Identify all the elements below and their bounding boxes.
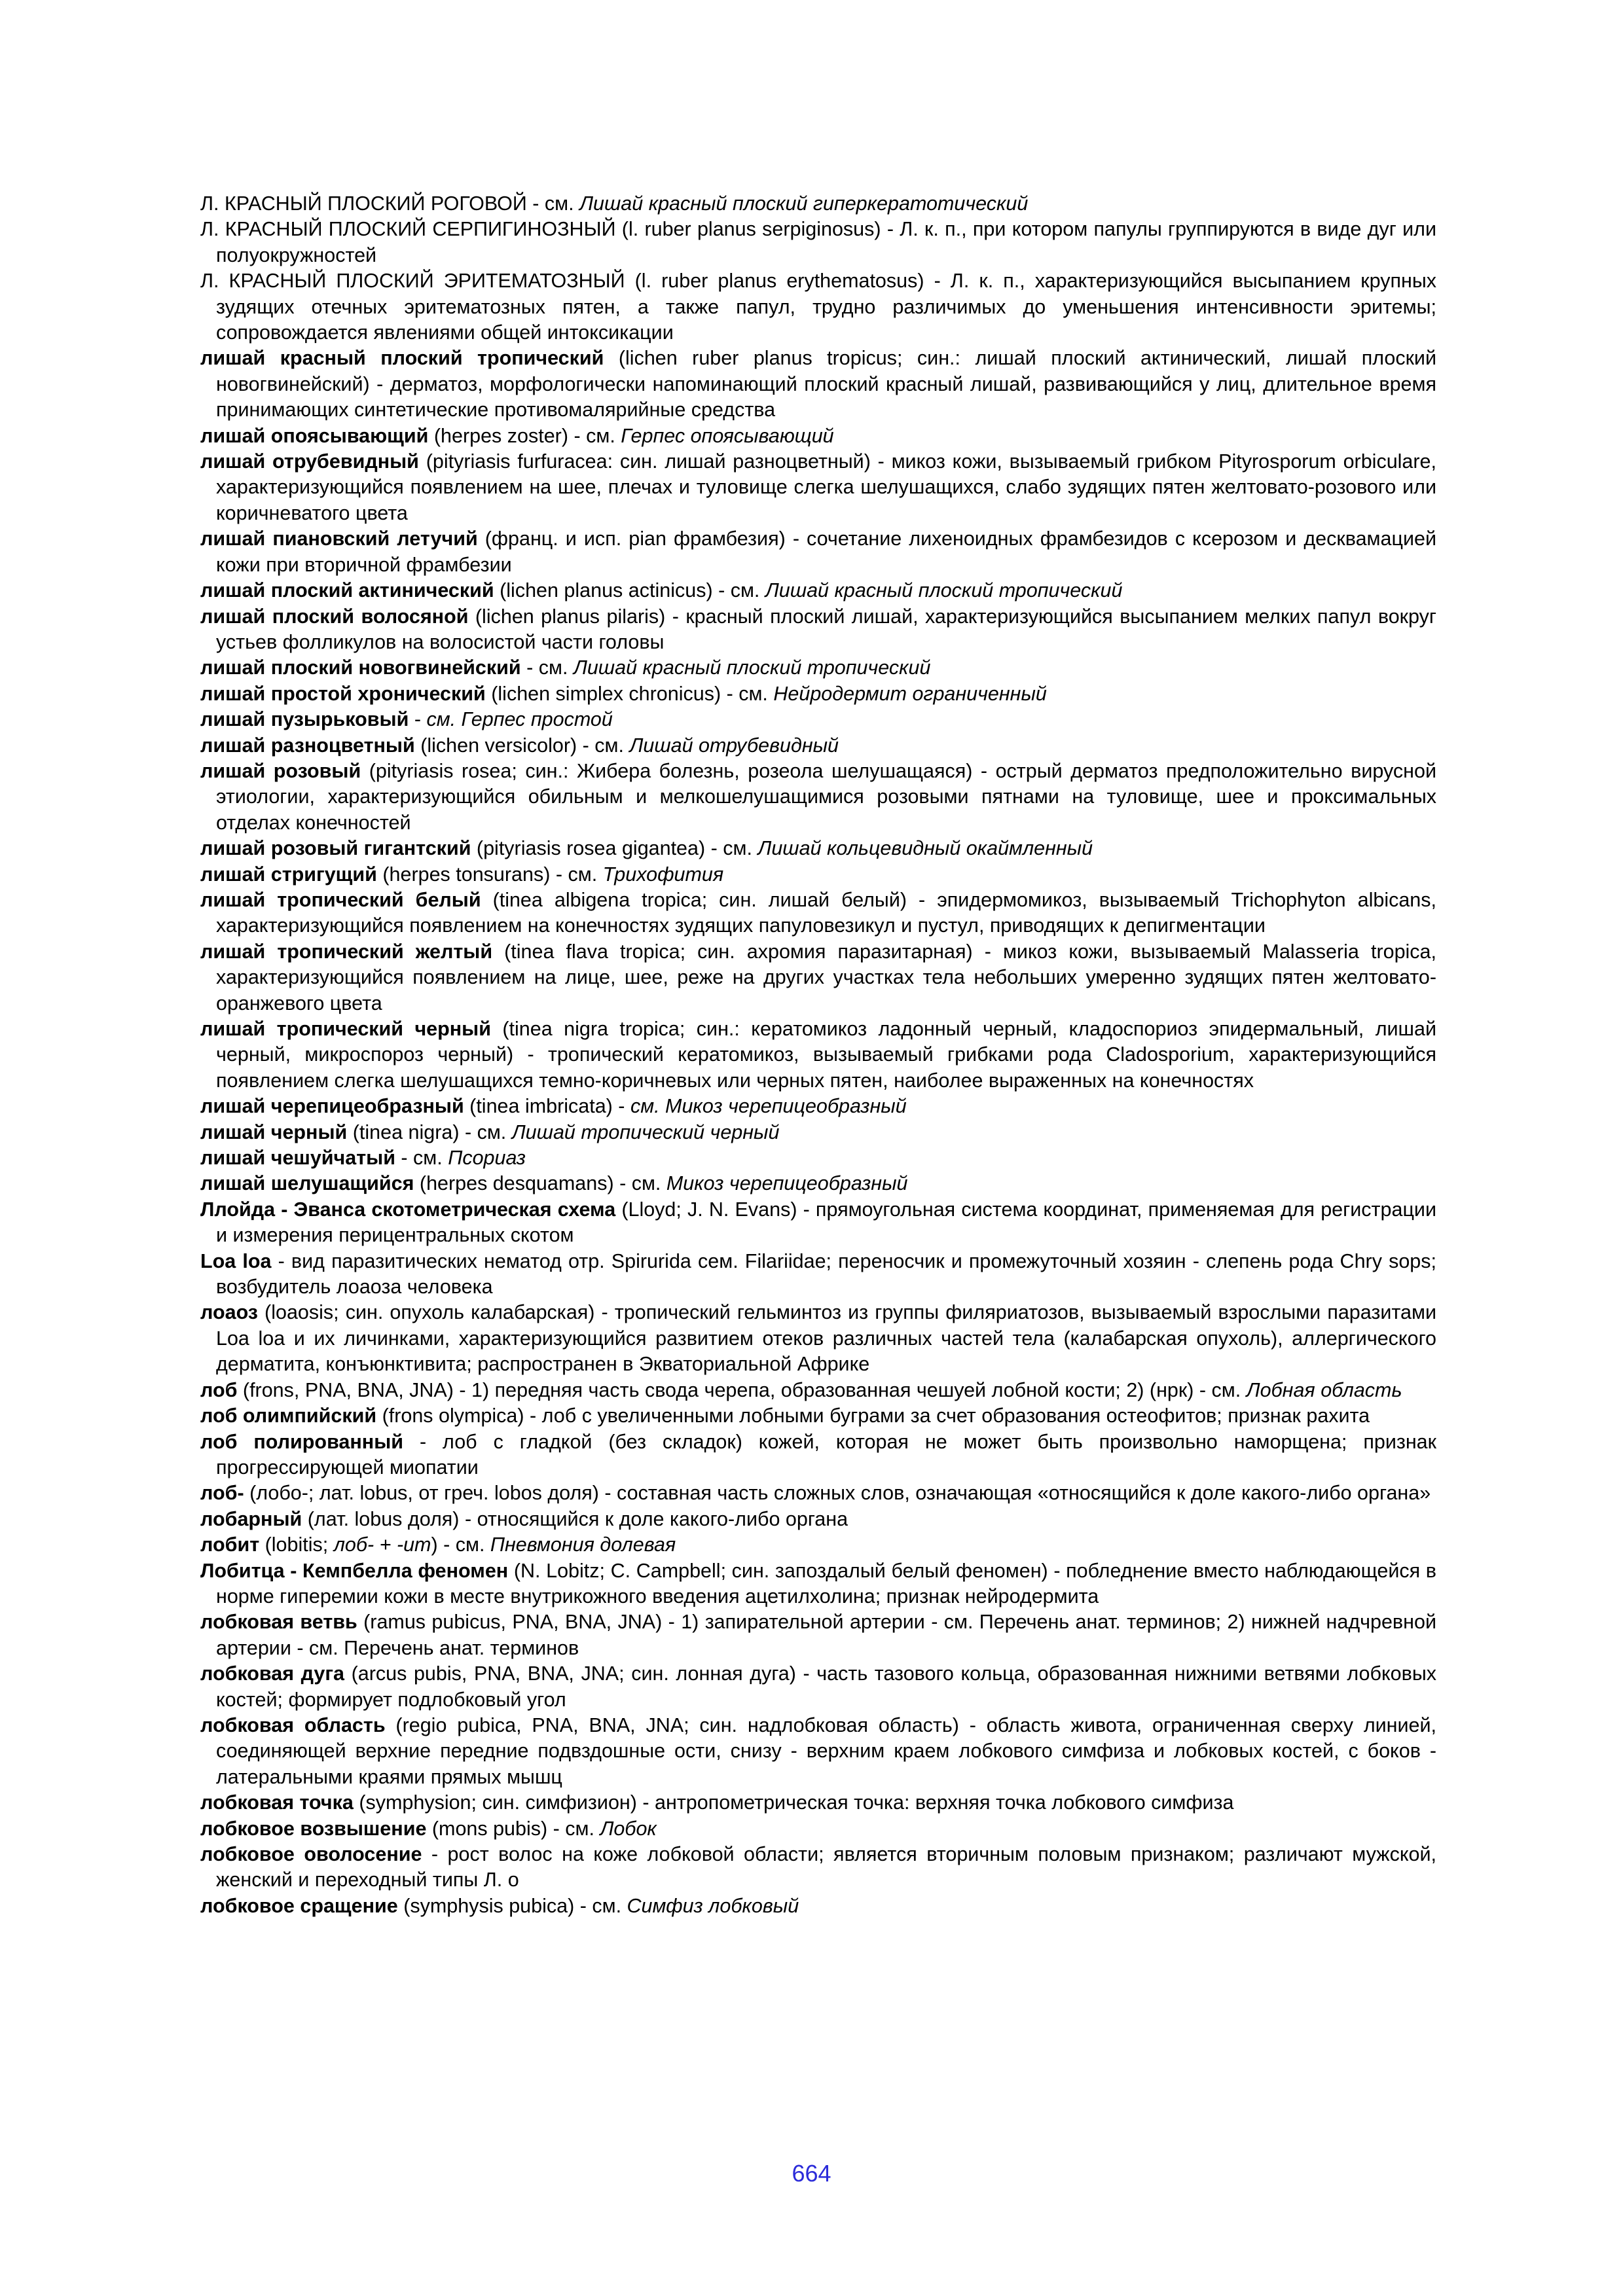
entry-reference: Микоз черепицеобразный	[666, 1172, 908, 1195]
entry-text: (frons olympica) - лоб с увеличенными лобными буграми за счет образования остеофитов; признак рахита	[376, 1405, 1370, 1427]
entry-reference: Лишай красный плоский тропический	[573, 656, 931, 679]
entry-headword: лобковая дуга	[200, 1662, 345, 1685]
entry-text: (lichen planus actinicus) - см.	[494, 579, 765, 602]
entry-text: - см.	[395, 1147, 448, 1170]
dictionary-entry	[200, 1145, 1436, 1171]
entry-headword: лишай розовый	[200, 759, 361, 782]
entry-reference: Лишай отрубевидный	[629, 734, 839, 757]
entry-text: (франц. и исп. pian фрамбезия) - сочетание лихеноидных фрамбезидов с ксерозом и десквамацией кожи при вторичной фрамбезии	[216, 528, 1436, 576]
dictionary-entry	[200, 1094, 1436, 1119]
entry-headword: лоб полированный	[200, 1430, 404, 1453]
entry-text: (ramus pubicus, PNA, BNA, JNA) - 1) запирательной артерии - см. Перечень анат. терминов; 2) нижней надчревной артерии - см. Перечень анат. терминов	[216, 1611, 1436, 1659]
entry-headword: лишай стригущий	[200, 863, 377, 886]
entry-text: (лат. lobus доля) - относящийся к доле какого-либо органа	[302, 1507, 848, 1530]
entry-headword: лишай пиановский летучий	[200, 528, 478, 550]
entry-text: Л. КРАСНЫЙ ПЛОСКИЙ СЕРПИГИНОЗНЫЙ (l. ruber planus serpiginosus) - Л. к. п., при котором папулы группируются в виде дуг или полуокружностей	[200, 218, 1436, 266]
entry-text: ) - см.	[431, 1534, 490, 1556]
dictionary-entry	[200, 1171, 1436, 1196]
dictionary-entry	[200, 888, 1436, 939]
dictionary-entry	[200, 526, 1436, 578]
entry-reference: Лишай красный плоский тропический	[765, 579, 1123, 602]
dictionary-entry	[200, 1429, 1436, 1481]
entry-headword: лоб	[200, 1378, 238, 1401]
dictionary-entry	[200, 1893, 1436, 1919]
dictionary-entry	[200, 681, 1436, 707]
dictionary-entry	[200, 268, 1436, 346]
dictionary-entry	[200, 1713, 1436, 1790]
entry-text: (pityriasis rosea; син.: Жибера болезнь, розеола шелушащаяся) - острый дерматоз предположительно вирусной этиологии, характеризующийся обильным и мелкошелушащимися розовыми пятнами на туловище, шее и проксимальных отделах конечностей	[216, 759, 1436, 834]
entry-reference: Трихофития	[602, 863, 724, 886]
entry-text: (herpes desquamans) - см.	[414, 1172, 666, 1195]
entry-text: (mons pubis) - см.	[426, 1817, 600, 1840]
entry-text: (lichen simplex chronicus) - см.	[485, 682, 774, 705]
entry-reference: Нейродермит ограниченный	[773, 682, 1047, 705]
entry-text: (loaosis; син. опухоль калабарская) - тропический гельминтоз из группы филяриатозов, вызываемый взрослыми паразитами Loa loa и их личинками, характеризующийся развитием отеков различных частей тела (калабарская опухоль), аллергического дерматита, конъюнктивита; распространен в Экваториальной Африке	[216, 1301, 1436, 1376]
entry-text: (symphysion; син. симфизион) - антропометрическая точка: верхняя точка лобкового симфиза	[353, 1791, 1234, 1814]
entry-text: (tinea nigra) - см.	[347, 1121, 512, 1143]
entry-headword: лобарный	[200, 1507, 302, 1530]
entry-text: (lichen versicolor) - см.	[414, 734, 630, 757]
entry-text: -	[409, 708, 427, 731]
dictionary-entry	[200, 939, 1436, 1016]
dictionary-entry	[200, 836, 1436, 861]
entry-reference: Пневмония долевая	[490, 1534, 676, 1556]
dictionary-entry	[200, 1480, 1436, 1506]
entry-headword: лоб-	[200, 1482, 244, 1505]
entry-headword: лишай плоский волосяной	[200, 605, 469, 628]
dictionary-entry	[200, 449, 1436, 526]
entry-text: - см.	[520, 656, 574, 679]
dictionary-entry	[200, 1609, 1436, 1661]
entry-headword: лишай плоский новогвинейский	[200, 656, 521, 679]
entry-text: (tinea albigena tropica; син. лишай белый) - эпидермомикоз, вызываемый Trichophyton albicans, характеризующийся появлением на конечностях зудящих папуловезикул и пустул, приводящих к депигментации	[216, 888, 1436, 937]
entry-text: - рост волос на коже лобковой области; является вторичным половым признаком; различают мужской, женский и переходный типы Л. о	[216, 1843, 1436, 1892]
entry-reference: Симфиз лобковый	[627, 1894, 799, 1917]
entry-headword: лишай тропический белый	[200, 888, 481, 911]
entry-headword: Лобитца - Кемпбелла феномен	[200, 1559, 509, 1582]
dictionary-entry	[200, 346, 1436, 423]
entry-headword: лишай красный плоский тропический	[200, 347, 604, 370]
entry-headword: лоб олимпийский	[200, 1405, 377, 1427]
entry-text: (lichen planus pilaris) - красный плоский лишай, характеризующийся высыпанием мелких папул вокруг устьев фолликулов на волосистой части головы	[216, 605, 1436, 653]
dictionary-entry	[200, 1532, 1436, 1558]
entry-reference: см. Герпес простой	[426, 708, 613, 731]
entry-text: - вид паразитических нематод отр. Spirurida сем. Filariidae; переносчик и промежуточный хозяин - слепень рода Chry sops; возбудитель лоаоза человека	[216, 1249, 1436, 1299]
entry-reference: лоб- + -ит	[333, 1534, 431, 1556]
entry-text: (pityriasis rosea gigantea) - см.	[471, 837, 758, 860]
entry-headword: лишай плоский актинический	[200, 579, 494, 602]
entry-headword: лишай тропический желтый	[200, 940, 493, 963]
entry-headword: лоаоз	[200, 1301, 258, 1324]
entry-headword: Ллойда - Эванса скотометрическая схема	[200, 1198, 616, 1221]
dictionary-entry	[200, 1790, 1436, 1816]
entry-headword: лишай разноцветный	[200, 734, 415, 757]
dictionary-entry	[200, 1300, 1436, 1377]
dictionary-entry	[200, 862, 1436, 888]
entry-text: Л. КРАСНЫЙ ПЛОСКИЙ ЭРИТЕМАТОЗНЫЙ (l. ruber planus erythematosus) - Л. к. п., характеризующийся высыпанием крупных зудящих отечных эритематозных пятен, а также папул, трудно различимых до уменьшения интенсивности эритемы; сопровождается явлениями общей интоксикации	[200, 270, 1436, 344]
dictionary-entry	[200, 1558, 1436, 1610]
entry-text: (pityriasis furfuracea: син. лишай разноцветный) - микоз кожи, вызываемый грибком Pityrosporum orbiculare, характеризующийся появлением на шее, плечах и туловище слегка шелушащихся, слабо зудящих пятен желтовато-розового или коричневатого цвета	[216, 450, 1436, 524]
dictionary-entry	[200, 1661, 1436, 1713]
entry-reference: Псориаз	[448, 1147, 526, 1170]
entry-headword: лобковая область	[200, 1713, 386, 1736]
entry-text: Л. КРАСНЫЙ ПЛОСКИЙ РОГОВОЙ - см.	[200, 192, 580, 215]
entry-headword: лишай простой хронический	[200, 682, 486, 705]
entry-text: - лоб с гладкой (без складок) кожей, которая не может быть произвольно наморщена; признак прогрессирующей миопатии	[216, 1430, 1436, 1479]
dictionary-entry	[200, 1120, 1436, 1145]
dictionary-entry	[200, 1507, 1436, 1532]
entry-text: (tinea imbricata) -	[464, 1095, 630, 1118]
entry-reference: Лобок	[600, 1817, 657, 1840]
entry-headword: лишай шелушащийся	[200, 1172, 414, 1195]
dictionary-entry	[200, 1197, 1436, 1249]
entry-text: (herpes zoster) - см.	[428, 424, 621, 447]
dictionary-entry	[200, 707, 1436, 732]
entry-headword: лобковая точка	[200, 1791, 354, 1814]
entry-text: (regio pubica, PNA, BNA, JNA; син. надлобковая область) - область живота, ограниченная сверху линией, соединяющей верхние передние подвздошные ости, снизу - верхним краем лобкового симфиза и лобковых костей, с боков - латеральными краями прямых мышц	[216, 1713, 1437, 1788]
entry-headword: лобковое оволосение	[200, 1843, 422, 1865]
dictionary-entry	[200, 1249, 1436, 1300]
entry-headword: лобковое сращение	[200, 1894, 398, 1917]
entry-reference: Лишай кольцевидный окаймленный	[757, 837, 1093, 860]
entry-headword: лишай черепицеобразный	[200, 1095, 464, 1118]
entry-headword: лишай опоясывающий	[200, 424, 429, 447]
dictionary-entry	[200, 423, 1436, 449]
dictionary-entry	[200, 1016, 1436, 1094]
entry-headword: лобковая ветвь	[200, 1611, 357, 1634]
dictionary-entry	[200, 759, 1436, 836]
entry-headword: лишай черный	[200, 1121, 348, 1143]
entry-text: (tinea nigra tropica; син.: кератомикоз ладонный черный, кладоспориоз эпидермальный, лишай черный, микроспороз черный) - тропический кератомикоз, вызываемый грибками рода Cladosporium, характеризующийся появлением слегка шелушащихся темно-коричневых или черных пятен, наиболее выраженных на конечностях	[216, 1018, 1436, 1092]
entry-headword: Loa loa	[200, 1249, 272, 1272]
dictionary-entry	[200, 1816, 1436, 1842]
entry-text: (lichen ruber planus tropicus; син.: лишай плоский актинический, лишай плоский новогвинейский) - дерматоз, морфологически напоминающий плоский красный лишай, развивающийся у лиц, длительное время принимающих синтетические противомалярийные средства	[216, 347, 1437, 422]
entry-reference: Лобная область	[1246, 1378, 1402, 1401]
dictionary-entries	[200, 191, 1436, 1919]
dictionary-entry	[200, 1842, 1436, 1893]
entry-text: (arcus pubis, PNA, BNA, JNA; син. лонная дуга) - часть тазового кольца, образованная нижними ветвями лобковых костей; формирует подлобковый угол	[216, 1662, 1436, 1711]
dictionary-entry	[200, 604, 1436, 656]
entry-text: (herpes tonsurans) - см.	[376, 863, 603, 886]
entry-text: (N. Lobitz; С. Campbell; син. запоздалый белый феномен) - побледнение вместо наблюдающейся в норме гиперемии кожи в месте внутрикожного введения ацетилхолина; признак нейродермита	[216, 1559, 1436, 1607]
entry-text: (лобо-; лат. lobus, от греч. lobos доля) - составная часть сложных слов, означающая «относящийся к доле какого-либо органа»	[244, 1482, 1431, 1505]
entry-text: (Lloyd; J. N. Evans) - прямоугольная система координат, применяемая для регистрации и измерения перицентральных скотом	[216, 1198, 1436, 1247]
entry-text: (lobitis;	[259, 1534, 334, 1556]
entry-headword: лишай отрубевидный	[200, 450, 419, 473]
page-number: 664	[792, 2160, 831, 2187]
entry-reference: см. Микоз черепицеобразный	[630, 1095, 907, 1118]
entry-reference: Лишай тропический черный	[511, 1121, 780, 1143]
entry-headword: лишай тропический черный	[200, 1018, 491, 1040]
dictionary-entry	[200, 1378, 1436, 1403]
entry-text: (symphysis pubica) - см.	[397, 1894, 627, 1917]
entry-text: (frons, PNA, BNA, JNA) - 1) передняя часть свода черепа, образованная чешуей лобной кости; 2) (нрк) - см.	[237, 1378, 1247, 1401]
dictionary-entry	[200, 217, 1436, 268]
entry-reference: Герпес опоясывающий	[621, 424, 834, 447]
entry-text: (tinea flava tropica; син. ахромия паразитарная) - микоз кожи, вызываемый Malasseria tropica, характеризующийся появлением на лице, шее, реже на других участках тела небольших умеренно зудящих пятен желтовато-оранжевого цвета	[216, 940, 1436, 1014]
entry-headword: лобит	[200, 1534, 260, 1556]
dictionary-entry	[200, 578, 1436, 603]
entry-headword: лишай пузырьковый	[200, 708, 409, 731]
dictionary-entry	[200, 191, 1436, 217]
entry-headword: лишай розовый гигантский	[200, 837, 471, 860]
entry-headword: лобковое возвышение	[200, 1817, 427, 1840]
dictionary-entry	[200, 1403, 1436, 1429]
entry-reference: Лишай красный плоский гиперкератотический	[579, 192, 1029, 215]
dictionary-entry	[200, 655, 1436, 681]
entry-headword: лишай чешуйчатый	[200, 1147, 395, 1170]
dictionary-entry	[200, 733, 1436, 759]
